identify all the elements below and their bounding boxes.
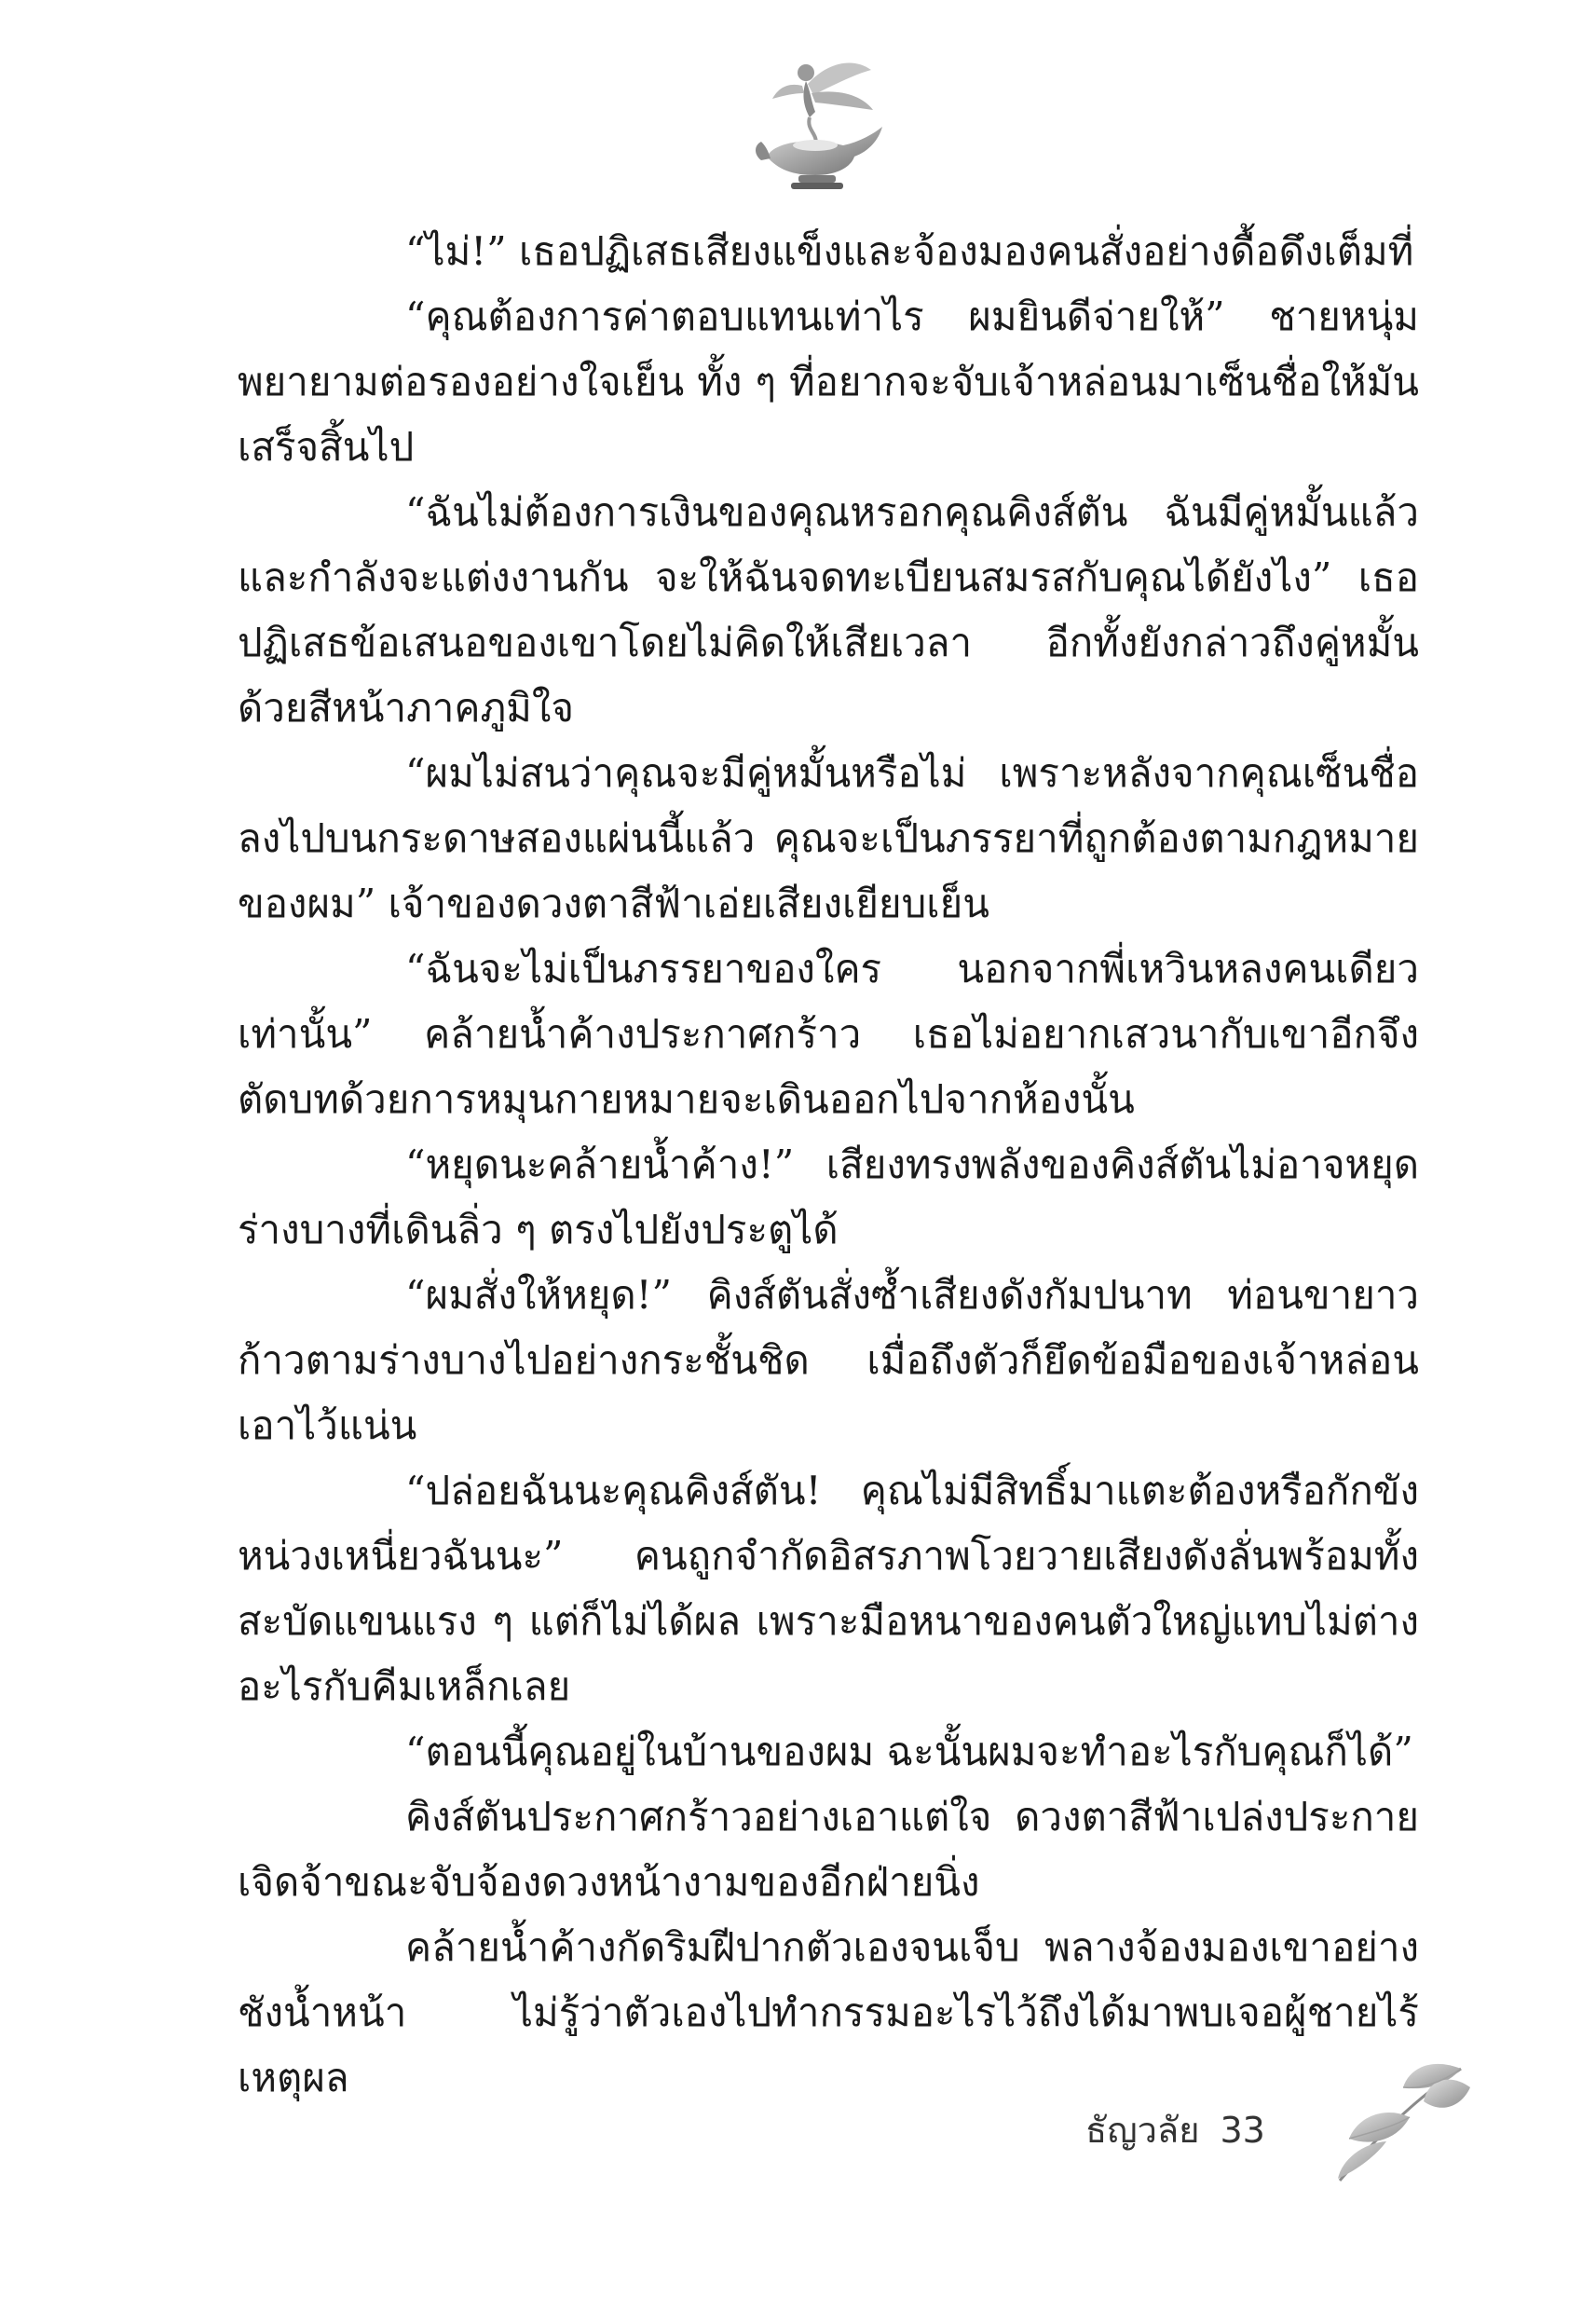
paragraph: คล้ายน้ำค้างกัดริมฝีปากตัวเองจนเจ็บ พลางจ้องมองเขาอย่างชังน้ำหน้า ไม่รู้ว่าตัวเองไปทำกรรมอะไรไว้ถึงได้มาพบเจอผู้ชายไร้เหตุผล	[238, 1924, 1419, 2100]
page-footer	[1085, 2101, 1265, 2158]
paragraph: คิงส์ตันประกาศกร้าวอย่างเอาแต่ใจ ดวงตาสีฟ้าเปล่งประกายเจิดจ้าขณะจับจ้องดวงหน้างามของอีกฝ่ายนิ่ง	[238, 1794, 1419, 1905]
paragraph: “ผมไม่สนว่าคุณจะมีคู่หมั้นหรือไม่ เพราะหลังจากคุณเซ็นชื่อลงไปบนกระดาษสองแผ่นนี้แล้ว คุณจะเป็นภรรยาที่ถูกต้องตามกฎหมายของผม” เจ้าของดวงตาสีฟ้าเอ่ยเสียงเยียบเย็น	[238, 750, 1419, 926]
body-text	[238, 219, 1419, 2111]
paragraph: “ปล่อยฉันนะคุณคิงส์ตัน! คุณไม่มีสิทธิ์มาแตะต้องหรือกักขังหน่วงเหนี่ยวฉันนะ” คนถูกจำกัดอิสรภาพโวยวายเสียงดังลั่นพร้อมทั้งสะบัดแขนแรง ๆ แต่ก็ไม่ได้ผล เพราะมือหนาของคนตัวใหญ่แทบไม่ต่างอะไรกับคีมเหล็กเลย	[238, 1468, 1419, 1709]
paragraph: “ไม่!” เธอปฏิเสธเสียงแข็งและจ้องมองคนสั่งอย่างดื้อดึงเต็มที่	[405, 228, 1414, 274]
page-number: 33	[1220, 2110, 1265, 2151]
paragraph: “หยุดนะคล้ายน้ำค้าง!” เสียงทรงพลังของคิงส์ตันไม่อาจหยุดร่างบางที่เดินลิ่ว ๆ ตรงไปยังประตูได้	[238, 1142, 1419, 1252]
paragraph: “ผมสั่งให้หยุด!” คิงส์ตันสั่งซ้ำเสียงดังกัมปนาท ท่อนขายาวก้าวตามร่างบางไปอย่างกระชั้นชิด เมื่อถึงตัวก็ยึดข้อมือของเจ้าหล่อนเอาไว้แน่น	[238, 1272, 1419, 1448]
lamp-fairy-icon	[750, 37, 890, 196]
paragraph: “ตอนนี้คุณอยู่ในบ้านของผม ฉะนั้นผมจะทำอะไรกับคุณก็ได้”	[405, 1729, 1413, 1774]
footer-author: ธัญวลัย	[1085, 2110, 1200, 2151]
paragraph: “ฉันไม่ต้องการเงินของคุณหรอกคุณคิงส์ตัน ฉันมีคู่หมั้นแล้วและกำลังจะแต่งงานกัน จะให้ฉันจดทะเบียนสมรสกับคุณได้ยังไง” เธอปฏิเสธข้อเสนอของเขาโดยไม่คิดให้เสียเวลา อีกทั้งยังกล่าวถึงคู่หมั้นด้วยสีหน้าภาคภูมิใจ	[238, 489, 1419, 731]
leaves-icon	[1321, 2050, 1480, 2190]
paragraph: “ฉันจะไม่เป็นภรรยาของใคร นอกจากพี่เหวินหลงคนเดียวเท่านั้น” คล้ายน้ำค้างประกาศกร้าว เธอไม่อยากเสวนากับเขาอีกจึงตัดบทด้วยการหมุนกายหมายจะเดินออกไปจากห้องนั้น	[238, 946, 1419, 1122]
paragraph: “คุณต้องการค่าตอบแทนเท่าไร ผมยินดีจ่ายให้” ชายหนุ่มพยายามต่อรองอย่างใจเย็น ทั้ง ๆ ที่อยากจะจับเจ้าหล่อนมาเซ็นชื่อให้มันเสร็จสิ้นไป	[238, 294, 1419, 470]
